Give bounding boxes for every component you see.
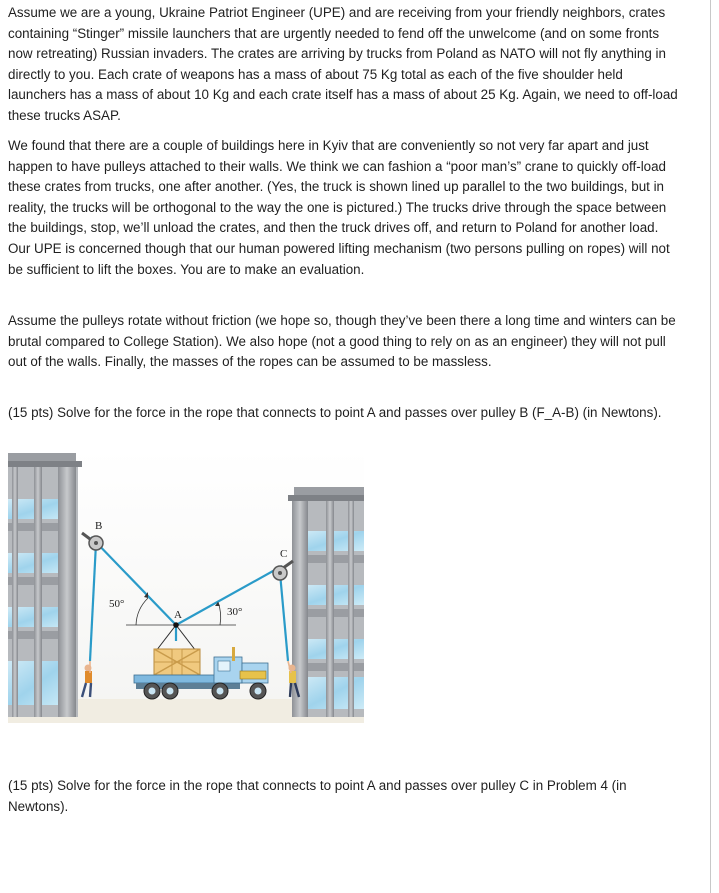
question-1: (15 pts) Solve for the force in the rope that connects to point A and passes over pulley B (F_A-B) (in Newtons). (8, 405, 662, 420)
label-c: C (280, 548, 288, 560)
page-edge (710, 0, 711, 893)
right-building (288, 487, 364, 717)
pulley-crane-figure (8, 449, 364, 723)
point-a (173, 622, 179, 628)
label-a: A (174, 609, 182, 621)
intro-paragraph: Assume we are a young, Ukraine Patriot Engineer (UPE) and are receiving from your friendly neighbors, crates containing “Stinger” missile launchers that are urgently needed to fend off the unwelcome (and on some fronts now retreating) Russian invaders. The crates are arriving by trucks from Poland as NATO will not fly anything in directly to you. Each crate of weapons has a mass of about 75 Kg total as each of the five shoulder held launchers has a mass of about 10 Kg and each crate itself has a mass of about 25 Kg. Again, we need to off-load these trucks ASAP. (8, 5, 678, 123)
angle-label-right: 30° (227, 606, 243, 618)
left-building (8, 453, 82, 717)
crate (154, 649, 200, 675)
assumptions-paragraph: Assume the pulleys rotate without friction (we hope so, though they’ve been there a long time and winters can be brutal compared to College Station). We also hope (not a good thing to rely on as an engineer) they will not pull out of the walls. Finally, the masses of the ropes can be assumed to be massless. (8, 313, 676, 370)
buildings-paragraph: We found that there are a couple of buildings here in Kyiv that are conveniently so not very far apart and just happen to have pulleys attached to their walls. We think we can fashion a “poor man’s” crane to quickly off-load these crates from trucks, one after another. (Yes, the truck is shown lined up parallel to the two buildings, but in reality, the trucks will be orthogonal to the way the one is pictured.) The trucks drive through the space between the buildings, stop, we’ll unload the crates, and then the truck drives off, and return to Poland for another load. Our UPE is concerned though that our human powered lifting mechanism (two persons pulling on ropes) will not be sufficient to lift the boxes. You are to make an evaluation. (8, 138, 670, 277)
question-2: (15 pts) Solve for the force in the rope that connects to point A and passes over pulley C in Problem 4 (in Newtons). (8, 778, 627, 814)
angle-label-left: 50° (109, 598, 125, 610)
label-b: B (95, 520, 103, 532)
